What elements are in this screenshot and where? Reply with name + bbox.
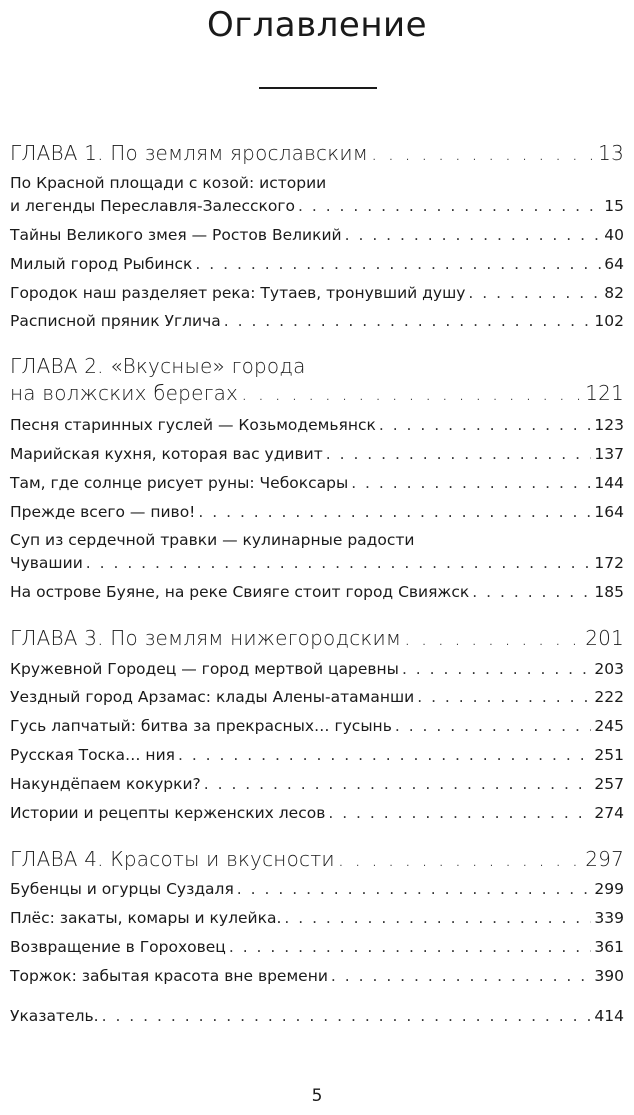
dot-leader bbox=[102, 1007, 592, 1025]
toc-entry-line bbox=[10, 174, 624, 192]
page-ref: 390 bbox=[594, 967, 624, 985]
dot-leader bbox=[331, 967, 592, 985]
page-ref: 123 bbox=[594, 416, 624, 434]
entry-title-text: Указатель. bbox=[10, 1007, 99, 1025]
page-ref: 203 bbox=[594, 660, 624, 678]
toc-entry-line bbox=[10, 967, 624, 985]
page-ref: 185 bbox=[594, 583, 624, 601]
page-ref: 82 bbox=[604, 284, 624, 302]
entry-title-text: Гусь лапчатый: битва за прекрасных… гусынь bbox=[10, 717, 392, 735]
entry-title-text: Там, где солнце рисует руны: Чебоксары bbox=[10, 474, 349, 492]
toc-entry-line bbox=[10, 746, 624, 764]
page-ref: 144 bbox=[594, 474, 624, 492]
toc-entry-line bbox=[10, 688, 624, 706]
toc-entry-line bbox=[10, 554, 624, 572]
toc-entry-line bbox=[10, 938, 624, 956]
entry-title-text: Городок наш разделяет река: Тутаев, тронувший душу bbox=[10, 284, 466, 302]
dot-leader bbox=[338, 847, 582, 871]
toc-entry-line bbox=[10, 775, 624, 793]
entry-title-text: Песня старинных гуслей — Козьмодемьянск bbox=[10, 416, 376, 434]
entry-title-text: Милый город Рыбинск bbox=[10, 255, 193, 273]
dot-leader bbox=[241, 381, 582, 405]
page-ref: 414 bbox=[594, 1007, 624, 1025]
page-ref: 222 bbox=[594, 688, 624, 706]
entry-title-text: Марийская кухня, которая вас удивит bbox=[10, 445, 323, 463]
page-ref: 102 bbox=[594, 312, 624, 330]
dot-leader bbox=[417, 688, 591, 706]
toc-entry-line bbox=[10, 284, 624, 302]
chapter-title-text: ГЛАВА 2. «Вкусные» города bbox=[10, 354, 306, 378]
entry-title-text: Накундёпаем кокурки? bbox=[10, 775, 201, 793]
dot-leader bbox=[345, 226, 602, 244]
toc-entry-line bbox=[10, 255, 624, 273]
dot-leader bbox=[198, 503, 591, 521]
dot-leader bbox=[86, 554, 592, 572]
toc-entry-line bbox=[10, 416, 624, 434]
chapter-title-line bbox=[10, 381, 624, 405]
entry-title-text: Расписной пряник Углича bbox=[10, 312, 221, 330]
chapter-title-text: ГЛАВА 4. Красоты и вкусности bbox=[10, 847, 335, 871]
entry-title-text: и легенды Переславля-Залесского bbox=[10, 197, 295, 215]
dot-leader bbox=[328, 804, 591, 822]
entry-title-text: На острове Буяне, на реке Свияге стоит город Свияжск bbox=[10, 583, 470, 601]
dot-leader bbox=[468, 284, 601, 302]
dot-leader bbox=[195, 255, 601, 273]
entry-title-text: Возвращение в Гороховец bbox=[10, 938, 226, 956]
entry-title-text: По Красной площади с козой: истории bbox=[10, 174, 327, 192]
page-ref: 64 bbox=[604, 255, 624, 273]
entry-title-text: Суп из сердечной травки — кулинарные радости bbox=[10, 531, 415, 549]
toc-entry-line bbox=[10, 717, 624, 735]
toc-entry-line bbox=[10, 474, 624, 492]
entry-title-text: Чувашии bbox=[10, 554, 83, 572]
entry-title-text: Бубенцы и огурцы Суздаля bbox=[10, 880, 234, 898]
dot-leader bbox=[224, 312, 592, 330]
toc-entry-line bbox=[10, 660, 624, 678]
entry-title-text: Плёс: закаты, комары и кулейка. bbox=[10, 909, 282, 927]
toc-entry-line bbox=[10, 503, 624, 521]
page-ref: 121 bbox=[585, 381, 624, 405]
dot-leader bbox=[229, 938, 592, 956]
toc-entry-line bbox=[10, 312, 624, 330]
dot-leader bbox=[326, 445, 592, 463]
entry-title-text: Русская Тоска… ния bbox=[10, 746, 175, 764]
dot-leader bbox=[402, 660, 591, 678]
dot-leader bbox=[204, 775, 592, 793]
entry-title-text: Торжок: забытая красота вне времени bbox=[10, 967, 328, 985]
page-ref: 13 bbox=[598, 141, 624, 165]
toc-entry-line bbox=[10, 197, 624, 215]
page-ref: 257 bbox=[594, 775, 624, 793]
dot-leader bbox=[284, 909, 591, 927]
toc-entry-line bbox=[10, 583, 624, 601]
page-ref: 251 bbox=[594, 746, 624, 764]
page-ref: 297 bbox=[585, 847, 624, 871]
chapter-title-line bbox=[10, 141, 624, 165]
title-divider bbox=[259, 87, 377, 89]
toc-entry-line bbox=[10, 226, 624, 244]
entry-title-text: Тайны Великого змея — Ростов Великий bbox=[10, 226, 342, 244]
dot-leader bbox=[371, 141, 595, 165]
dot-leader bbox=[237, 880, 592, 898]
page-ref: 361 bbox=[594, 938, 624, 956]
chapter-title-text: на волжских берегах bbox=[10, 381, 239, 405]
page-ref: 274 bbox=[594, 804, 624, 822]
toc-entry-line bbox=[10, 909, 624, 927]
page-ref: 299 bbox=[594, 880, 624, 898]
dot-leader bbox=[472, 583, 591, 601]
page-number: 5 bbox=[311, 1086, 323, 1106]
toc-entry-line bbox=[10, 1007, 624, 1025]
toc-entry-line bbox=[10, 804, 624, 822]
entry-title-text: Кружевной Городец — город мертвой царевны bbox=[10, 660, 399, 678]
page-ref: 339 bbox=[594, 909, 624, 927]
page-ref: 164 bbox=[594, 503, 624, 521]
dot-leader bbox=[379, 416, 592, 434]
page-ref: 201 bbox=[585, 626, 624, 650]
chapter-title-text: ГЛАВА 3. По землям нижегородским bbox=[10, 626, 402, 650]
entry-title-text: Уездный город Арзамас: клады Алены-атаманши bbox=[10, 688, 415, 706]
toc-entry-line bbox=[10, 445, 624, 463]
page-ref: 15 bbox=[604, 197, 624, 215]
chapter-title-text: ГЛАВА 1. По землям ярославским bbox=[10, 141, 368, 165]
dot-leader bbox=[395, 717, 592, 735]
dot-leader bbox=[351, 474, 591, 492]
toc-entry-line bbox=[10, 531, 624, 549]
chapter-title-line bbox=[10, 847, 624, 871]
page-ref: 137 bbox=[594, 445, 624, 463]
page-ref: 40 bbox=[604, 226, 624, 244]
dot-leader bbox=[298, 197, 601, 215]
entry-title-text: Истории и рецепты керженских лесов bbox=[10, 804, 326, 822]
page-ref: 172 bbox=[594, 554, 624, 572]
toc-entry-line bbox=[10, 880, 624, 898]
dot-leader bbox=[178, 746, 591, 764]
page-title: Оглавление bbox=[206, 5, 428, 45]
chapter-title-line bbox=[10, 626, 624, 650]
dot-leader bbox=[404, 626, 582, 650]
entry-title-text: Прежде всего — пиво! bbox=[10, 503, 196, 521]
chapter-title-line bbox=[10, 354, 624, 378]
page-ref: 245 bbox=[594, 717, 624, 735]
